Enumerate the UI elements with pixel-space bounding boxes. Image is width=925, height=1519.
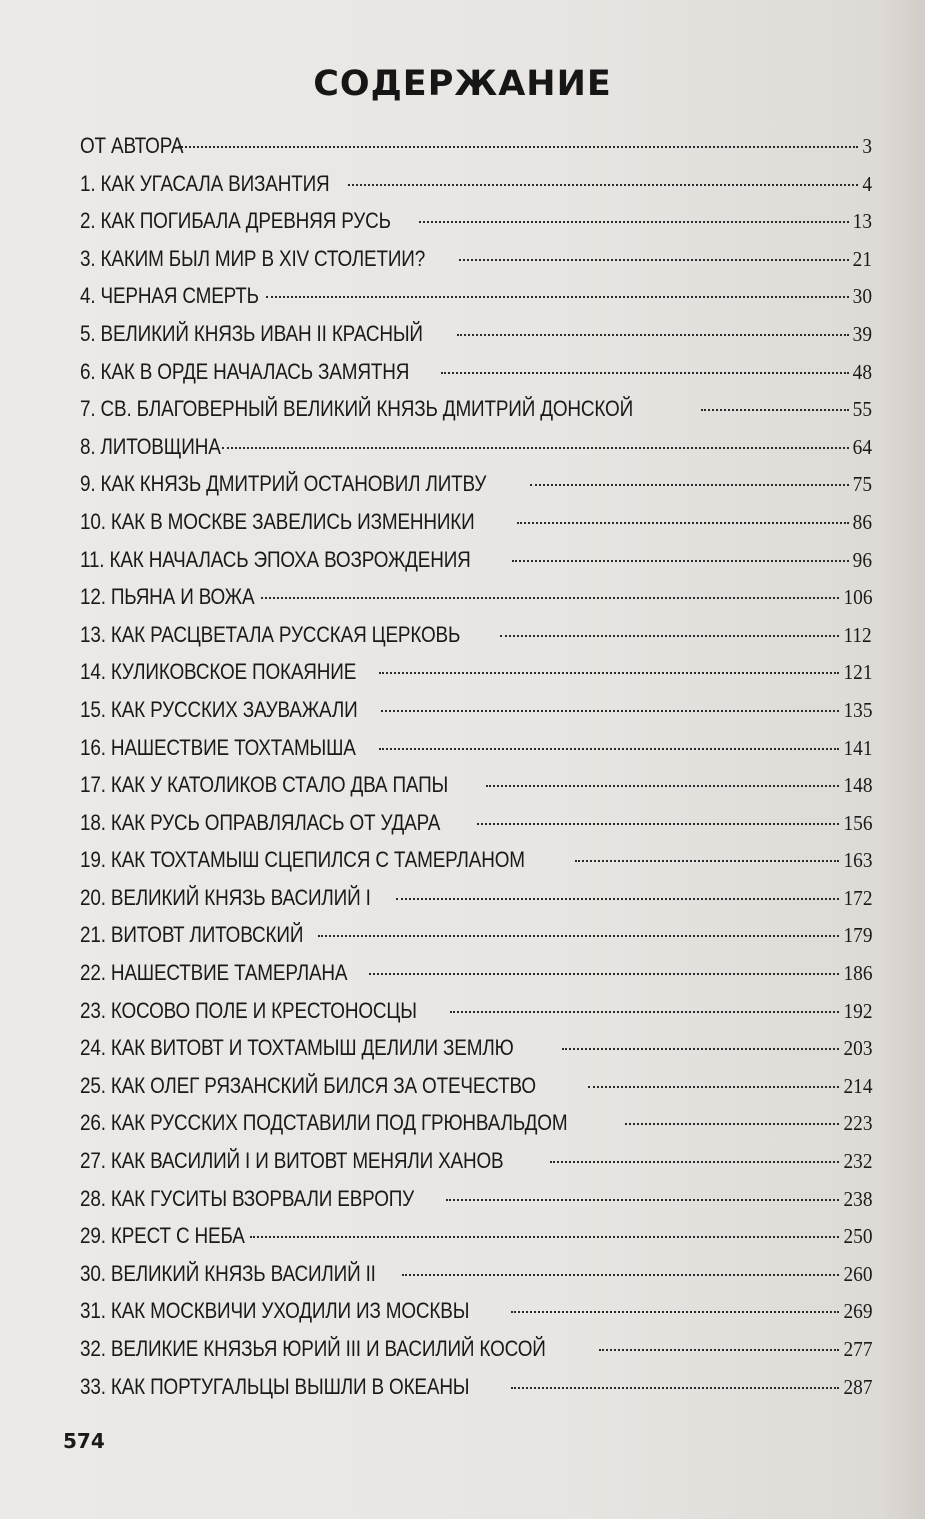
dot-leader [441, 372, 849, 374]
toc-entry-page-number: 238 [843, 1186, 872, 1211]
toc-entry-title: 31. КАК МОСКВИЧИ УХОДИЛИ ИЗ МОСКВЫ [80, 1298, 470, 1324]
dot-leader [381, 710, 839, 712]
toc-entry-page-number: 287 [843, 1374, 872, 1399]
toc-entry-title: 27. КАК ВАСИЛИЙ I И ВИТОВТ МЕНЯЛИ ХАНОВ [80, 1148, 504, 1174]
toc-entry [80, 202, 872, 240]
toc-entry-title: 2. КАК ПОГИБАЛА ДРЕВНЯЯ РУСЬ [80, 208, 391, 234]
toc-entry [80, 804, 872, 842]
toc-entry-title: 11. КАК НАЧАЛАСЬ ЭПОХА ВОЗРОЖДЕНИЯ [80, 546, 471, 572]
toc-entry-page-number: 121 [843, 660, 872, 685]
dot-leader [222, 447, 849, 449]
toc-entry [80, 729, 872, 767]
toc-entry [80, 1292, 872, 1330]
toc-entry [80, 841, 872, 879]
toc-entry-title: 12. ПЬЯНА И ВОЖА [80, 584, 255, 610]
dot-leader [550, 1161, 838, 1163]
dot-leader [348, 184, 858, 186]
toc-entry-page-number: 141 [843, 735, 872, 760]
toc-entry-title: 32. ВЕЛИКИЕ КНЯЗЬЯ ЮРИЙ III И ВАСИЛИЙ КОСОЙ [80, 1336, 546, 1361]
toc-entry-page-number: 21 [852, 246, 872, 271]
toc-entry-title: 16. НАШЕСТВИЕ ТОХТАМЫША [80, 734, 356, 760]
dot-leader [402, 1274, 839, 1276]
toc-entry-title: 7. СВ. БЛАГОВЕРНЫЙ ВЕЛИКИЙ КНЯЗЬ ДМИТРИЙ ДОНСКОЙ [80, 396, 634, 422]
toc-entry-title: 25. КАК ОЛЕГ РЯЗАНСКИЙ БИЛСЯ ЗА ОТЕЧЕСТВО [80, 1072, 536, 1098]
toc-entry-title: 10. КАК В МОСКВЕ ЗАВЕЛИСЬ ИЗМЕННИКИ [80, 508, 475, 534]
dot-leader [266, 296, 849, 298]
dot-leader [512, 560, 849, 562]
toc-entry [80, 1217, 872, 1255]
toc-entry-title: 24. КАК ВИТОВТ И ТОХТАМЫШ ДЕЛИЛИ ЗЕМЛЮ [80, 1035, 514, 1061]
toc-entry [80, 165, 872, 203]
toc-entry-page-number: 172 [843, 885, 872, 910]
toc-entry-page-number: 269 [843, 1299, 872, 1324]
toc-entry [80, 503, 872, 541]
dot-leader [178, 146, 858, 148]
page-title: СОДЕРЖАНИЕ [313, 64, 612, 104]
toc-entry-page-number: 156 [843, 810, 872, 835]
dot-leader [511, 1311, 839, 1313]
toc-entry-page-number: 250 [843, 1224, 872, 1249]
toc-entry-page-number: 13 [852, 209, 872, 234]
toc-entry-title: 23. КОСОВО ПОЛЕ И КРЕСТОНОСЦЫ [80, 997, 417, 1023]
toc-entry [80, 578, 872, 616]
toc-entry-title: 30. ВЕЛИКИЙ КНЯЗЬ ВАСИЛИЙ II [80, 1260, 376, 1286]
toc-entry-page-number: 86 [852, 509, 872, 534]
dot-leader [318, 935, 839, 937]
dot-leader [419, 221, 849, 223]
dot-leader [562, 1048, 838, 1050]
dot-leader [530, 484, 849, 486]
dot-leader [701, 409, 849, 411]
toc-entry-page-number: 203 [843, 1036, 872, 1061]
toc-entry [80, 428, 872, 466]
dot-leader [459, 259, 849, 261]
toc-entry-title: 1. КАК УГАСАЛА ВИЗАНТИЯ [80, 170, 330, 196]
dot-leader [517, 522, 849, 524]
toc-entry-title: 5. ВЕЛИКИЙ КНЯЗЬ ИВАН II КРАСНЫЙ [80, 320, 423, 346]
toc-entry [80, 691, 872, 729]
toc-entry-page-number: 30 [852, 284, 872, 309]
dot-leader [588, 1086, 838, 1088]
toc-entry-page-number: 106 [843, 585, 872, 610]
toc-entry [80, 1255, 872, 1293]
toc-entry-title: 6. КАК В ОРДЕ НАЧАЛАСЬ ЗАМЯТНЯ [80, 358, 410, 384]
toc-entry-page-number: 214 [843, 1073, 872, 1098]
toc-entry [80, 916, 872, 954]
toc-entry [80, 127, 872, 165]
dot-leader [261, 597, 839, 599]
toc-entry [80, 315, 872, 353]
toc-entry-page-number: 179 [843, 923, 872, 948]
page-number: 574 [63, 1429, 105, 1453]
toc-entry [80, 616, 872, 654]
dot-leader [575, 860, 838, 862]
toc-entry [80, 277, 872, 315]
toc-entry-title: 20. ВЕЛИКИЙ КНЯЗЬ ВАСИЛИЙ I [80, 884, 371, 910]
toc-entry [80, 541, 872, 579]
toc-entry [80, 766, 872, 804]
toc-entry [80, 1368, 872, 1406]
dot-leader [446, 1199, 838, 1201]
toc-entry [80, 879, 872, 917]
toc-entry [80, 353, 872, 391]
toc-entry-page-number: 55 [852, 397, 872, 422]
toc-entry-title: 29. КРЕСТ С НЕБА [80, 1223, 245, 1249]
toc-entry-title: 26. КАК РУССКИХ ПОДСТАВИЛИ ПОД ГРЮНВАЛЬДОМ [80, 1110, 568, 1136]
toc-entry-page-number: 232 [843, 1149, 872, 1174]
dot-leader [450, 1011, 839, 1013]
toc-entry [80, 1180, 872, 1218]
dot-leader [396, 898, 839, 900]
toc-entry [80, 1029, 872, 1067]
dot-leader [379, 672, 838, 674]
toc-entry-page-number: 64 [852, 434, 872, 459]
toc-entry [80, 954, 872, 992]
dot-leader [625, 1123, 839, 1125]
toc-entry-page-number: 260 [843, 1261, 872, 1286]
toc-entry-page-number: 192 [843, 998, 872, 1023]
dot-leader [477, 823, 839, 825]
toc-entry-page-number: 48 [852, 359, 872, 384]
toc-entry-title: 9. КАК КНЯЗЬ ДМИТРИЙ ОСТАНОВИЛ ЛИТВУ [80, 471, 487, 497]
toc-entry-title: 15. КАК РУССКИХ ЗАУВАЖАЛИ [80, 696, 358, 722]
dot-leader [486, 785, 838, 787]
dot-leader [250, 1236, 839, 1238]
toc-entry-title: 18. КАК РУСЬ ОПРАВЛЯЛАСЬ ОТ УДАРА [80, 809, 441, 835]
toc-entry-title: 19. КАК ТОХТАМЫШ СЦЕПИЛСЯ С ТАМЕРЛАНОМ [80, 847, 525, 873]
toc-entry [80, 465, 872, 503]
toc-entry-title: 4. ЧЕРНАЯ СМЕРТЬ [80, 283, 259, 309]
toc-entry [80, 1330, 872, 1368]
toc-entry-page-number: 223 [843, 1111, 872, 1136]
toc-entry-page-number: 163 [843, 848, 872, 873]
table-of-contents [80, 127, 872, 1405]
toc-entry-title: 8. ЛИТОВЩИНА [80, 433, 221, 459]
toc-entry-title: ОТ АВТОРА [80, 133, 184, 158]
dot-leader [379, 748, 839, 750]
toc-entry [80, 1142, 872, 1180]
toc-entry-title: 14. КУЛИКОВСКОЕ ПОКАЯНИЕ [80, 659, 357, 685]
toc-entry-page-number: 186 [843, 961, 872, 986]
toc-entry-page-number: 75 [852, 472, 872, 497]
toc-entry-page-number: 112 [843, 622, 872, 647]
toc-entry-title: 28. КАК ГУСИТЫ ВЗОРВАЛИ ЕВРОПУ [80, 1185, 415, 1211]
toc-entry-page-number: 96 [852, 547, 872, 572]
toc-entry-page-number: 39 [852, 321, 872, 346]
toc-entry-page-number: 277 [843, 1337, 872, 1361]
dot-leader [457, 334, 849, 336]
toc-entry-page-number: 148 [843, 773, 872, 798]
dot-leader [500, 635, 839, 637]
toc-entry [80, 1067, 872, 1105]
toc-entry [80, 653, 872, 691]
dot-leader [511, 1387, 839, 1389]
toc-entry [80, 992, 872, 1030]
toc-entry [80, 390, 872, 428]
toc-entry-page-number: 4 [862, 171, 872, 196]
toc-entry-page-number: 135 [843, 697, 872, 722]
toc-entry-title: 13. КАК РАСЦВЕТАЛА РУССКАЯ ЦЕРКОВЬ [80, 621, 461, 647]
toc-entry-title: 33. КАК ПОРТУГАЛЬЦЫ ВЫШЛИ В ОКЕАНЫ [80, 1373, 470, 1399]
dot-leader [599, 1349, 838, 1351]
toc-entry-title: 21. ВИТОВТ ЛИТОВСКИЙ [80, 922, 304, 948]
toc-entry [80, 240, 872, 278]
dot-leader [369, 973, 839, 975]
toc-entry [80, 1104, 872, 1142]
toc-entry-title: 17. КАК У КАТОЛИКОВ СТАЛО ДВА ПАПЫ [80, 772, 449, 798]
toc-entry-page-number: 3 [862, 134, 872, 158]
toc-entry-title: 3. КАКИМ БЫЛ МИР В XIV СТОЛЕТИИ? [80, 245, 426, 271]
toc-entry-title: 22. НАШЕСТВИЕ ТАМЕРЛАНА [80, 960, 348, 986]
